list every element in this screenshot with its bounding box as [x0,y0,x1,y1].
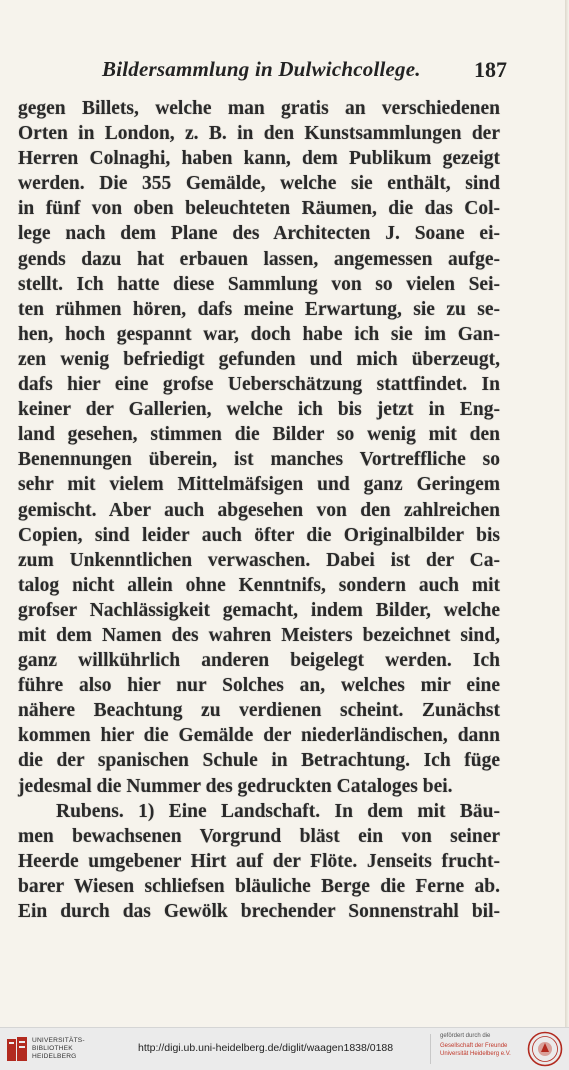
library-logo[interactable] [6,1034,136,1064]
library-name-line: HEIDELBERG [32,1053,77,1060]
library-logo-icon [6,1036,28,1062]
text-line: sehr mit vielem Mittelmäfsigen und ganz Geringem [18,474,500,496]
text-line: mit dem Namen des wahren Meisters bezeichnet sind, [18,624,500,646]
running-head [22,57,507,87]
text-line: gends dazu hat erbauen lassen, angemessen aufge- [18,248,500,270]
text-line: gegen Billets, welche man gratis an verschiedenen [18,98,500,119]
text-line: keiner der Gallerien, welche ich bis jetzt in Eng- [18,399,500,421]
text-line: lege nach dem Plane des Architecten J. Soane ei- [18,223,500,245]
text-line: kommen hier die Gemälde der niederländischen, dann [18,725,500,747]
page-number: 187 [474,57,507,82]
page-edge-shadow [565,0,569,1027]
text-line: führe also hier nur Solches an, welches mir eine [18,675,500,697]
text-line: grofser Nachlässigkeit gemacht, indem Bilder, welche [18,599,500,621]
text-line: gemischt. Aber auch abgesehen von den zahlreichen [18,499,500,521]
text-line: stellt. Ich hatte diese Sammlung von so vielen Sei- [18,273,500,295]
text-line: men bewachsenen Vorgrund bläst ein von seiner [18,825,500,847]
text-line: in fünf von oben beleuchteten Räumen, die das Col- [18,198,500,220]
text-line: ten rühmen hören, dafs meine Erwartung, sie zu se- [18,298,500,320]
text-line: die der spanischen Schule in Betrachtung. Ich füge [18,750,500,772]
running-title: Bildersammlung in Dulwichcollege. [102,57,421,81]
funding-note [440,1032,520,1058]
footer-bar [0,1027,569,1070]
funded-by-label: gefördert durch die [440,1033,491,1039]
footer-divider [430,1034,431,1064]
text-line: Rubens. 1) Eine Landschaft. In dem mit Bäu- [56,800,500,822]
text-line: zen wenig befriedigt gefunden und mich überzeugt, [18,348,500,370]
text-line: Ein durch das Gewölk brechender Sonnenstrahl bil- [18,901,500,922]
text-line: werden. Die 355 Gemälde, welche sie enthält, sind [18,173,500,195]
funder-name-line: Gesellschaft der Freunde [440,1043,508,1049]
library-name-line: BIBLIOTHEK [32,1045,73,1052]
funder-name-line: Universität Heidelberg e.V. [440,1051,511,1057]
text-line: talog nicht allein ohne Kenntnifs, sondern auch mit [18,574,500,596]
library-name-line: UNIVERSITÄTS- [32,1037,85,1044]
university-seal-icon[interactable] [527,1031,563,1067]
text-line: Benennungen überein, ist manches Vortreffliche so [18,449,500,471]
text-line: jedesmal die Nummer des gedruckten Cataloges bei. [18,775,453,797]
text-line: hen, hoch gespannt war, doch habe ich sie im Gan- [18,323,500,345]
text-line: zum Unkenntlichen verwaschen. Dabei ist der Ca- [18,549,500,571]
permalink-url[interactable]: http://digi.ub.uni-heidelberg.de/diglit/waagen1838/0188 [138,1042,394,1054]
text-line: barer Wiesen schliefsen bläuliche Berge die Ferne ab. [18,875,500,897]
text-line: Herren Colnaghi, haben kann, dem Publikum gezeigt [18,148,500,170]
body-text [18,96,500,924]
text-line: dafs hier eine grofse Ueberschätzung stattfindet. In [18,374,500,396]
text-line: nähere Beachtung zu verdienen scheint. Zunächst [18,700,500,722]
text-line: land gesehen, stimmen die Bilder so wenig mit den [18,424,500,446]
text-line: Heerde umgebener Hirt auf der Flöte. Jenseits frucht- [18,850,500,872]
library-name [32,1037,85,1061]
text-line: Copien, sind leider auch öfter die Originalbilder bis [18,524,500,546]
text-line: ganz willkührlich anderen beigelegt werden. Ich [18,650,500,672]
text-line: Orten in London, z. B. in den Kunstsammlungen der [18,123,500,145]
